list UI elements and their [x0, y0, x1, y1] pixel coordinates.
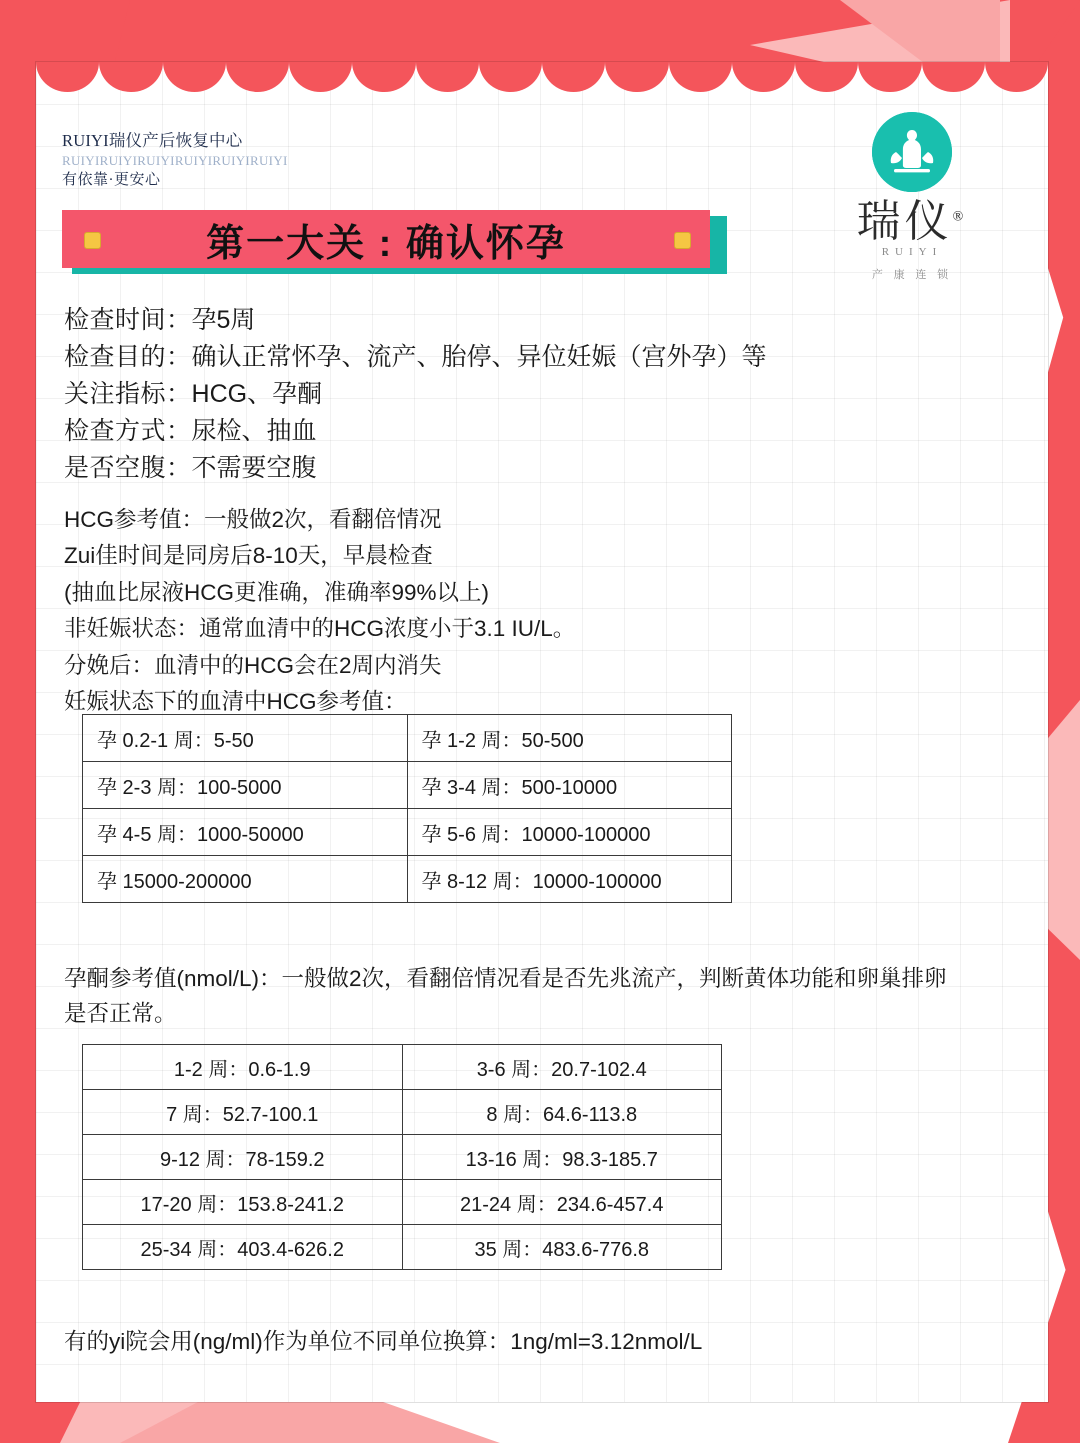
- page-title: 第一大关 : 确认怀孕: [206, 222, 566, 265]
- progesterone-note: 孕酮参考值(nmol/L)：一般做2次，看翻倍情况看是否先兆流产，判断黄体功能和卵巢排卵是否正常。: [64, 966, 947, 1026]
- table-cell: 8 周：64.6-113.8: [402, 1090, 722, 1135]
- info-label: 是否空腹：: [64, 454, 192, 482]
- logo-subtitle: 产 康 连 锁: [871, 269, 953, 281]
- hcg-reference-table: [82, 714, 732, 903]
- table-cell: 孕 2-3 周：100-5000: [83, 762, 408, 809]
- table-cell: 25-34 周：403.4-626.2: [83, 1225, 403, 1270]
- ribbon-stud-left-icon: [84, 232, 101, 249]
- info-label: 检查目的：: [64, 343, 192, 371]
- table-cell: 21-24 周：234.6-457.4: [402, 1180, 722, 1225]
- table-cell: 孕 0.2-1 周：5-50: [83, 715, 408, 762]
- logo-wordmark-text: 瑞仪: [856, 197, 953, 246]
- brand-slogan: 有依靠·更安心: [62, 171, 161, 188]
- info-value: 确认正常怀孕、流产、胎停、异位妊娠（宫外孕）等: [191, 343, 767, 371]
- table-row: [83, 715, 732, 762]
- table-row: [83, 856, 732, 903]
- table-cell: 孕 15000-200000: [83, 856, 408, 903]
- table-row: [83, 762, 732, 809]
- note-line: 分娩后：血清中的HCG会在2周内消失: [64, 652, 442, 678]
- note-line: 妊娠状态下的血清中HCG参考值：: [64, 689, 407, 715]
- note-line: 非妊娠状态：通常血清中的HCG浓度小于3.1 IU/L。: [64, 616, 576, 642]
- table-cell: 35 周：483.6-776.8: [402, 1225, 722, 1270]
- table-row: [83, 1090, 722, 1135]
- exam-info-list: [64, 302, 767, 487]
- table-cell: 孕 5-6 周：10000-100000: [407, 809, 732, 856]
- list-item: [64, 302, 767, 339]
- table-row: [83, 1135, 722, 1180]
- info-label: 关注指标：: [64, 380, 192, 408]
- table-cell: 孕 4-5 周：1000-50000: [83, 809, 408, 856]
- lotus-mother-icon: [872, 112, 952, 192]
- table-cell: 13-16 周：98.3-185.7: [402, 1135, 722, 1180]
- list-item: [64, 339, 767, 376]
- brand-name: RUIYI瑞仪产后恢复中心: [62, 131, 243, 150]
- table-row: [83, 1045, 722, 1090]
- table-cell: 1-2 周：0.6-1.9: [83, 1045, 403, 1090]
- table-row: [83, 1180, 722, 1225]
- list-item: [64, 450, 767, 487]
- hcg-notes: [64, 502, 575, 721]
- unit-conversion-note: 有的yi院会用(ng/ml)作为单位不同单位换算：1ng/ml=3.12nmol/L: [64, 1329, 703, 1354]
- table-row: [83, 1225, 722, 1270]
- table-cell: 17-20 周：153.8-241.2: [83, 1180, 403, 1225]
- ribbon-stud-right-icon: [674, 232, 691, 249]
- ribbon-bar: [62, 210, 710, 268]
- logo-wordmark: [822, 197, 1002, 246]
- brand-block: [62, 130, 288, 190]
- table-cell: 孕 8-12 周：10000-100000: [407, 856, 732, 903]
- logo-pinyin: RUIYI: [881, 246, 943, 258]
- info-value: 孕5周: [191, 306, 256, 334]
- progesterone-reference-table: [82, 1044, 722, 1270]
- table-cell: 孕 1-2 周：50-500: [407, 715, 732, 762]
- table-cell: 孕 3-4 周：500-10000: [407, 762, 732, 809]
- table-cell: 7 周：52.7-100.1: [83, 1090, 403, 1135]
- table-cell: 3-6 周：20.7-102.4: [402, 1045, 722, 1090]
- table-row: [83, 809, 732, 856]
- grid-paper-sheet: [36, 62, 1048, 1402]
- trademark-mark: ®: [952, 209, 968, 225]
- title-ribbon: [62, 210, 722, 274]
- table-cell: 9-12 周：78-159.2: [83, 1135, 403, 1180]
- note-line: (抽血比尿液HCG更准确，准确率99%以上): [64, 579, 490, 605]
- info-label: 检查时间：: [64, 306, 192, 334]
- torn-scallop-edge: [36, 62, 1048, 92]
- info-value: HCG、孕酮: [191, 380, 323, 408]
- note-line: HCG参考值：一般做2次，看翻倍情况: [64, 507, 442, 532]
- info-value: 尿检、抽血: [191, 417, 317, 445]
- note-line: Zui佳时间是同房后8-10天，早晨检查: [64, 543, 433, 569]
- logo-block: [822, 112, 1002, 282]
- info-value: 不需要空腹: [191, 454, 317, 482]
- list-item: [64, 376, 767, 413]
- info-label: 检查方式：: [64, 417, 192, 445]
- brand-latin-strip: RUIYIRUIYIRUIYIRUIYIRUIYIRUIYI: [62, 153, 288, 169]
- list-item: [64, 413, 767, 450]
